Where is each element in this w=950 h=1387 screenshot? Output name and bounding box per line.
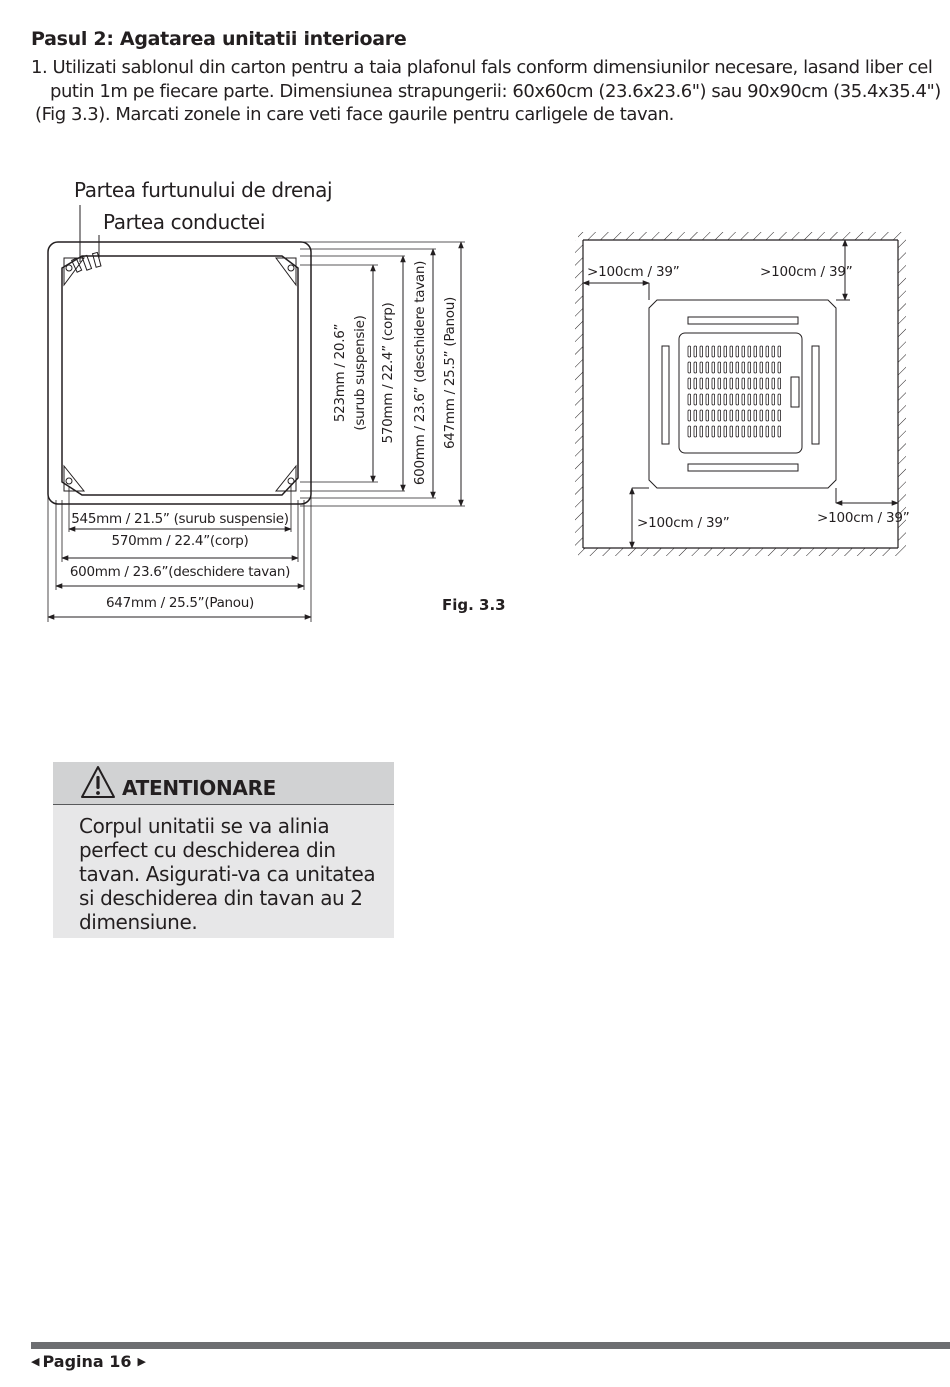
grille-slot [772,362,775,373]
grille-slot [748,346,751,357]
grille-slot [754,394,757,405]
grille-slot [748,394,751,405]
drain-side-label: Partea furtunului de drenaj [74,178,333,202]
page-footer [31,1352,146,1371]
dim-647-vertical: 647mm / 25.5” (Panou) [442,297,458,449]
grille-slot [742,410,745,421]
grille-slot [688,394,691,405]
grille-slot [742,346,745,357]
footer-bar [31,1342,950,1349]
grille-slot [706,362,709,373]
grille-slot [730,426,733,437]
grille-slot [688,410,691,421]
grille-slot [772,346,775,357]
dim-570-vertical: 570mm / 22.4” (corp) [380,302,396,444]
panel-outline [48,242,311,504]
grille-slot [712,362,715,373]
grille-slot [718,378,721,389]
grille-slot [736,426,739,437]
grille-slot [706,410,709,421]
grille-slot [712,346,715,357]
next-page-icon[interactable]: ▶ [137,1355,146,1368]
dim-545: 545mm / 21.5” (surub suspensie) [71,511,289,527]
grille-slot [712,426,715,437]
dim-647: 647mm / 25.5”(Panou) [106,595,254,611]
grille-slot [778,378,781,389]
dim-523-line2: (surub suspensie) [352,315,368,431]
grille-slot [754,378,757,389]
grille-slot [778,346,781,357]
grille-slot [748,378,751,389]
grille-slot [736,362,739,373]
grille-slot [772,378,775,389]
pipe-side-label: Partea conductei [103,210,265,234]
dim-570: 570mm / 22.4”(corp) [111,533,249,549]
grille-slot [766,362,769,373]
grille-slot [736,394,739,405]
grille-slot [694,378,697,389]
grille-slot [730,346,733,357]
grille-slot [724,362,727,373]
grille-slot [754,362,757,373]
step-heading: Pasul 2: Agatarea unitatii interioare [31,28,407,50]
grille-slot [760,394,763,405]
grille-slot [742,378,745,389]
grille-slot [700,378,703,389]
grille-slot [694,346,697,357]
grille-slot [760,378,763,389]
grille-slot [724,378,727,389]
grille-slot [760,362,763,373]
grille-slot [688,378,691,389]
grille-slot [778,426,781,437]
grille-slot [730,378,733,389]
grille-slot [778,362,781,373]
grille-slot [772,394,775,405]
grille-slot [730,394,733,405]
grille-slot [718,394,721,405]
grille-slot [724,346,727,357]
grille-slot [748,410,751,421]
dim-523-line1: 523mm / 20.6” [332,323,348,423]
grille-slot [736,410,739,421]
grille-slot [700,410,703,421]
grille-slot [742,426,745,437]
dim-600-vertical: 600mm / 23.6” (deschidere tavan) [412,260,428,486]
grille-slot [700,394,703,405]
warning-text: Corpul unitatii se va alinia perfect cu deschiderea din tavan. Asigurati-va ca unitatea si deschiderea din tavan au 2 dimensiune. [79,814,376,934]
grille-slot [718,426,721,437]
figure-3-3 [0,160,950,630]
grille-slot [688,426,691,437]
grille-slot [724,394,727,405]
grille-slot [700,346,703,357]
grille-slot [694,426,697,437]
grille-slot [754,410,757,421]
grille-slot [742,362,745,373]
grille-slot [724,426,727,437]
grille-slot [712,378,715,389]
grille-slot [778,394,781,405]
grille-slot [772,426,775,437]
grille-slot [748,362,751,373]
grille-slot [772,410,775,421]
instruction-line-3: (Fig 3.3). Marcati zonele in care veti face gaurile pentru carligele de tavan. [35,104,674,125]
grille-slot [706,426,709,437]
clearance-top-right: >100cm / 39” [760,264,853,280]
grille-slot [766,394,769,405]
grille-slot [700,426,703,437]
warning-header [53,762,394,805]
warning-triangle-icon [80,765,116,799]
grille-slot [688,346,691,357]
grille-slot [766,426,769,437]
grille-slot [718,410,721,421]
instruction-line-2: putin 1m pe fiecare parte. Dimensiunea strapungerii: 60x60cm (23.6x23.6") sau 90x90cm (35.4x35.4") [50,81,941,102]
grille-slot [754,426,757,437]
grille-slot [730,362,733,373]
grille-slot [736,346,739,357]
grille-slot [760,426,763,437]
grille-slot [724,410,727,421]
grille-slot [736,378,739,389]
grille-slot [694,410,697,421]
grille-slot [718,362,721,373]
grille-slot [694,394,697,405]
grille-slot [712,410,715,421]
instruction-line-1: 1. Utilizati sablonul din carton pentru a taia plafonul fals conform dimensiunilor necesare, lasand liber cel [31,57,933,78]
grille-slot [706,346,709,357]
grille-slot [766,346,769,357]
grille-slot [748,426,751,437]
warning-box [53,762,394,938]
grille-slot [700,362,703,373]
grille-slot [688,362,691,373]
grille-slot [718,346,721,357]
clearance-diagram [575,232,910,556]
figure-caption: Fig. 3.3 [442,596,506,614]
grille-slot [766,378,769,389]
page-number: Pagina 16 [42,1352,132,1371]
grille-slot [760,346,763,357]
grille-slot [706,378,709,389]
grille-slot [730,410,733,421]
grille-slot [754,346,757,357]
prev-page-icon[interactable]: ◀ [31,1355,40,1368]
grille-slot [706,394,709,405]
dim-600: 600mm / 23.6”(deschidere tavan) [69,564,291,580]
grille-slot [712,394,715,405]
grille-slot [742,394,745,405]
clearance-bottom-right: >100cm / 39” [817,510,910,526]
clearance-bottom-left: >100cm / 39” [637,515,730,531]
warning-title: ATENTIONARE [122,776,277,800]
grille-slot [760,410,763,421]
grille-slot [694,362,697,373]
grille-slot [778,410,781,421]
grille-slot [766,410,769,421]
clearance-top-left: >100cm / 39” [587,264,680,280]
